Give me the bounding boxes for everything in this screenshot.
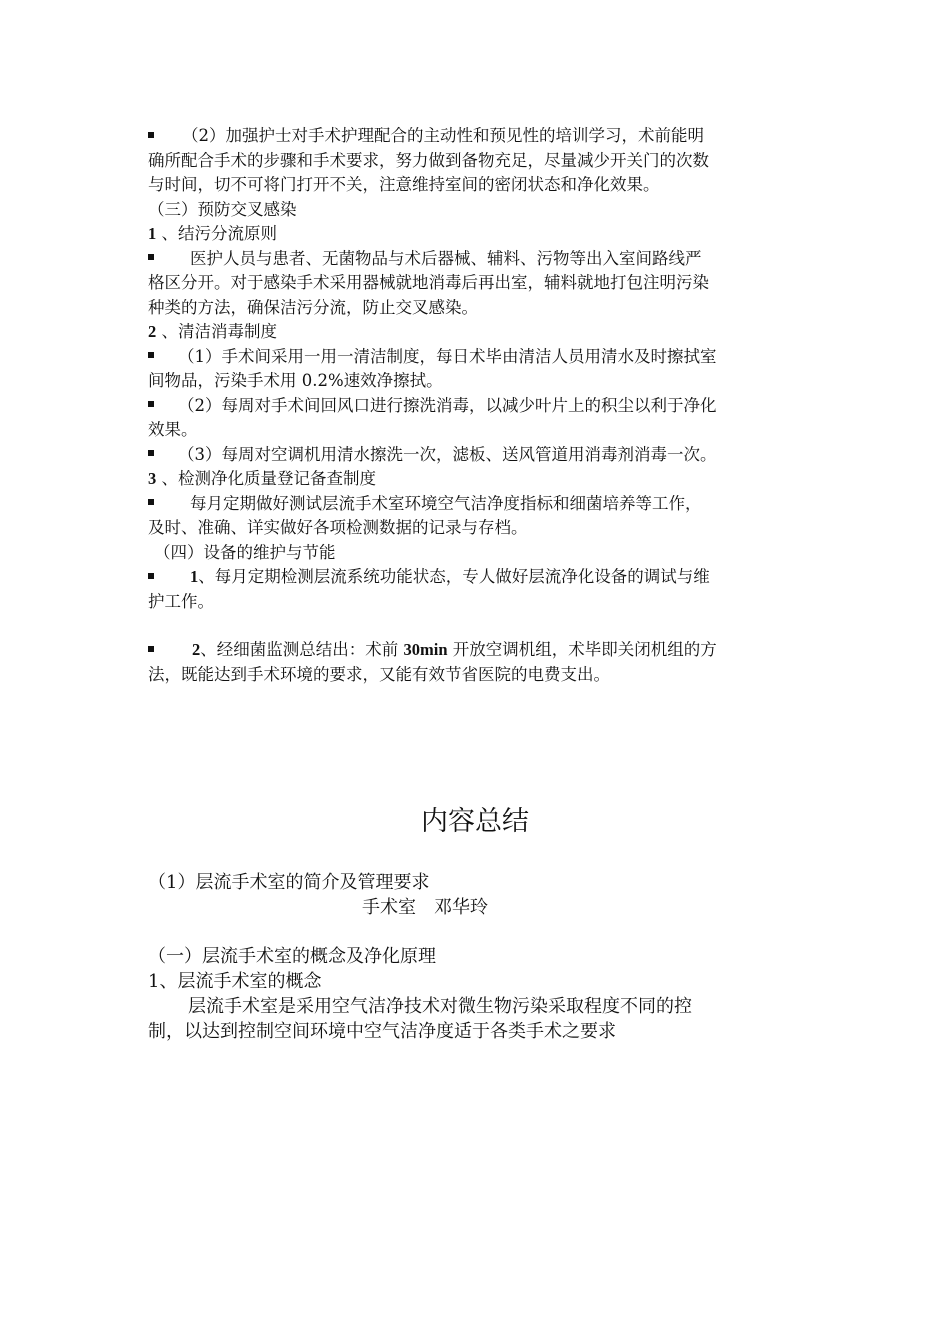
paragraph-line: 医护人员与患者、无菌物品与术后器械、辅料、污物等出入室间路线严 [148, 247, 808, 272]
spacer [148, 920, 808, 944]
paragraph-line: （2）加强护士对手术护理配合的主动性和预见性的培训学习，术前能明 [148, 124, 808, 149]
paragraph-line: 1、每月定期检测层流系统功能状态，专人做好层流净化设备的调试与维 [148, 565, 808, 590]
paragraph-line: 每月定期做好测试层流手术室环境空气洁净度指标和细菌培养等工作， [148, 492, 808, 517]
section-heading: （四）设备的维护与节能 [154, 542, 336, 562]
paragraph-line: 种类的方法，确保洁污分流，防止交叉感染。 [148, 297, 478, 317]
bullet-icon [148, 352, 154, 358]
paragraph-line: 护工作。 [148, 591, 214, 611]
paragraph-line: （3）每周对空调机用清水擦洗一次，滤板、送风管道用消毒剂消毒一次。 [148, 443, 808, 468]
summary-title: 内容总结 [421, 806, 529, 837]
summary-line: （1）层流手术室的简介及管理要求 [148, 872, 430, 893]
bullet-icon [148, 573, 154, 579]
paragraph-line: （1）手术间采用一用一清洁制度，每日术毕由清洁人员用清水及时擦拭室 [148, 345, 808, 370]
paragraph-line: 格区分开。对于感染手术采用器械就地消毒后再出室，辅料就地打包注明污染 [148, 273, 709, 292]
summary-body [148, 870, 808, 1044]
summary-line: 制，以达到控制空间环境中空气洁净度适于各类手术之要求 [148, 1021, 616, 1042]
summary-line: 层流手术室是采用空气洁净技术对微生物污染采取程度不同的控 [188, 996, 692, 1017]
summary-heading: （一）层流手术室的概念及净化原理 [148, 946, 436, 967]
subsection-heading: 1 、结污分流原则 [148, 224, 277, 243]
subsection-heading: 2 、清洁消毒制度 [148, 322, 277, 341]
bullet-icon [148, 646, 154, 652]
summary-subheading: 1、层流手术室的概念 [148, 971, 322, 992]
paragraph-line: 效果。 [148, 420, 198, 439]
bullet-icon [148, 254, 154, 260]
bullet-icon [148, 450, 154, 456]
document-body [148, 124, 808, 687]
paragraph-line: 间物品，污染手术用 0.2%速效净擦拭。 [148, 371, 443, 390]
paragraph-line: 及时、准确、详实做好各项检测数据的记录与存档。 [148, 518, 528, 537]
subsection-heading: 3 、检测净化质量登记备查制度 [148, 469, 376, 488]
paragraph-line: （2）每周对手术间回风口进行擦洗消毒，以减少叶片上的积尘以利于净化 [148, 394, 808, 419]
bullet-icon [148, 132, 154, 138]
paragraph-line: 与时间，切不可将门打开不关，注意维持室间的密闭状态和净化效果。 [148, 175, 660, 194]
author-line: 手术室 邓华玲 [362, 897, 488, 918]
paragraph-line: 2、经细菌监测总结出：术前 30min 开放空调机组，术毕即关闭机组的方 [148, 638, 808, 663]
paragraph-line: 确所配合手术的步骤和手术要求，努力做到备物充足，尽量减少开关门的次数 [148, 150, 709, 170]
bullet-icon [148, 499, 154, 505]
spacer [148, 614, 808, 638]
section-heading: （三）预防交叉感染 [148, 199, 297, 219]
paragraph-line: 法，既能达到手术环境的要求，又能有效节省医院的电费支出。 [148, 664, 610, 684]
bullet-icon [148, 401, 154, 407]
